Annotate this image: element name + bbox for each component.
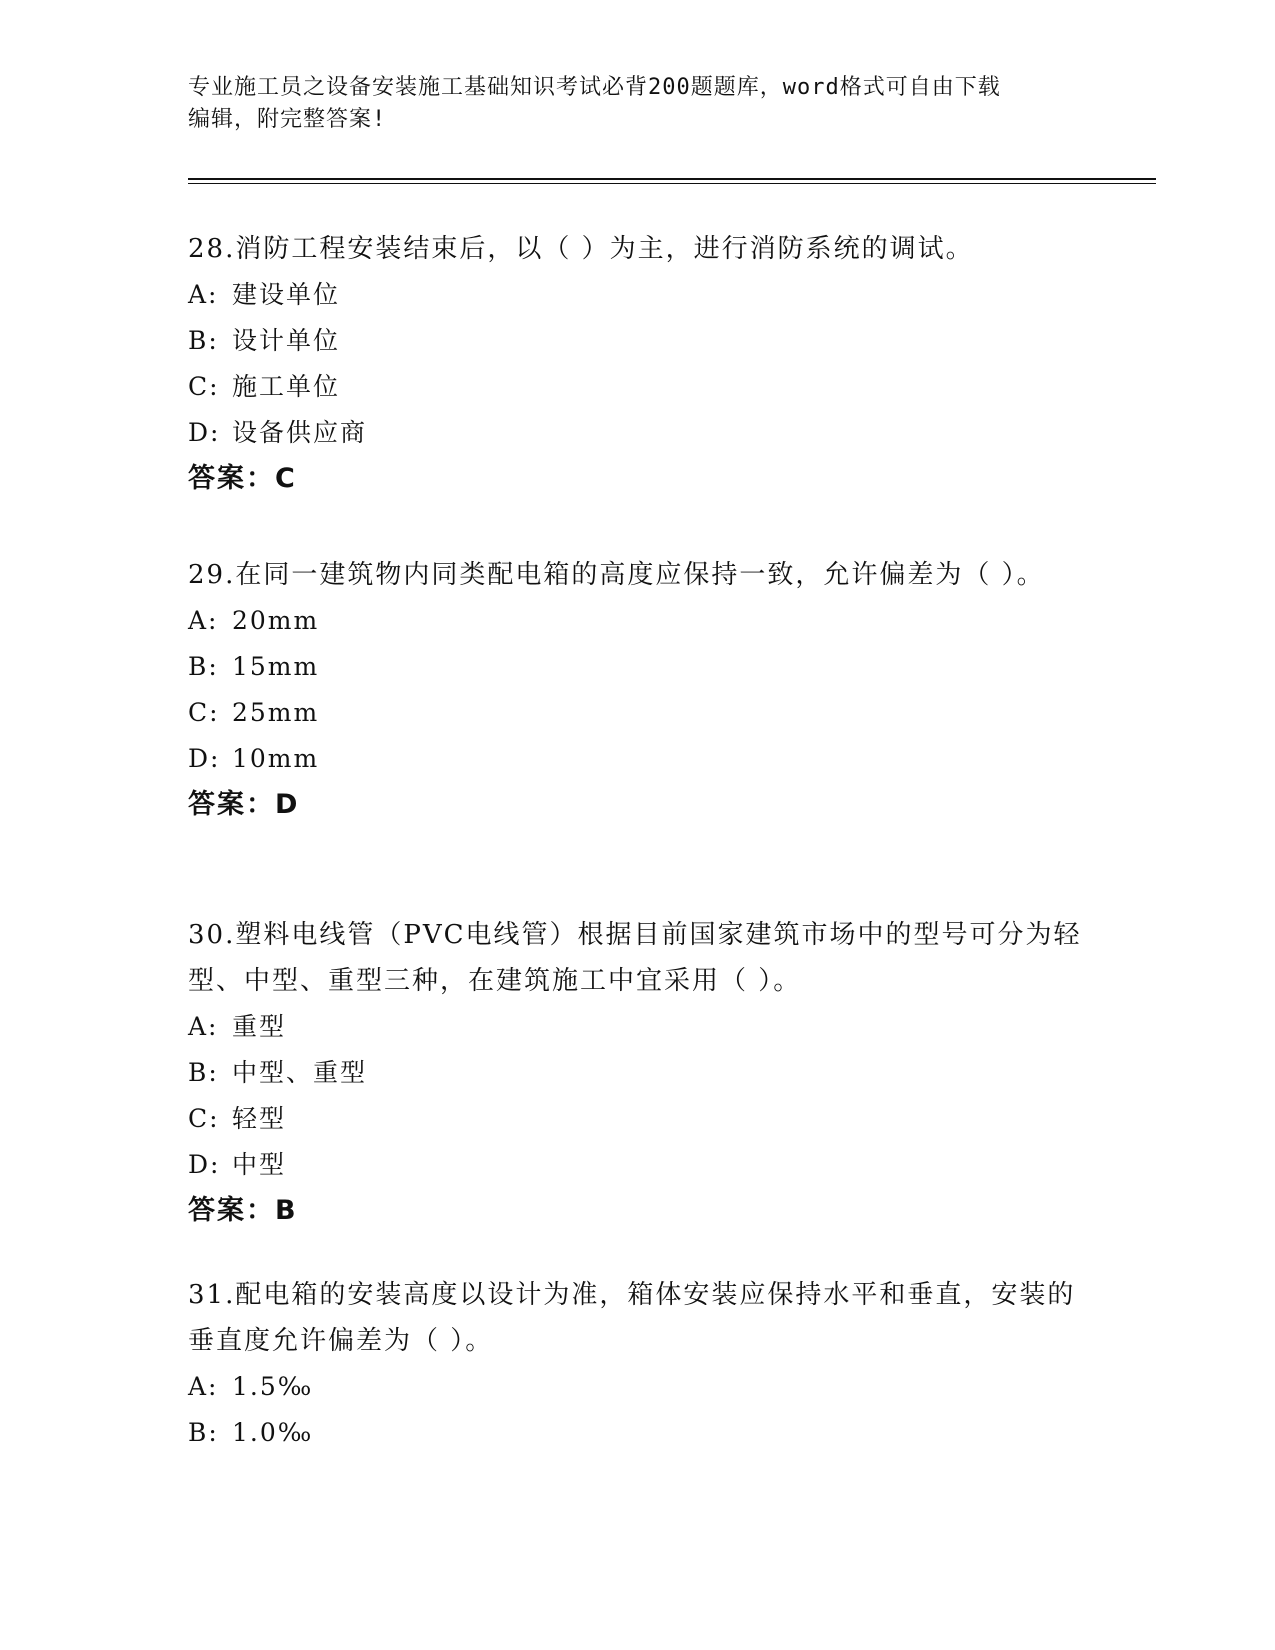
option-letter: A: [188,1372,219,1401]
option-c [188,1096,1088,1142]
option-text: 25mm [232,698,320,727]
option-letter: A: [188,280,219,309]
option-letter: B: [188,652,219,681]
option-text: 15mm [232,652,320,681]
option-text: 10mm [232,744,320,773]
option-text: 设计单位 [232,326,341,355]
question-stem: 30.塑料电线管（PVC电线管）根据目前国家建筑市场中的型号可分为轻型、中型、重型三种，在建筑施工中宜采用（ ）。 [188,920,1082,996]
option-letter: B: [188,1418,219,1447]
option-text: 重型 [232,1012,287,1041]
option-b [188,1410,1088,1456]
option-b [188,1050,1088,1096]
answer-text: 答案：D [188,789,300,820]
option-letter: D: [188,418,221,447]
option-c [188,364,1088,410]
answer-text: 答案：C [188,463,297,494]
option-letter: D: [188,1150,221,1179]
option-text: 设备供应商 [232,418,368,447]
header-divider-thick [188,178,1156,180]
option-text: 施工单位 [232,372,341,401]
option-letter: C: [188,1104,220,1133]
option-letter: C: [188,698,220,727]
option-text: 中型 [232,1150,287,1179]
document-header [188,72,1088,136]
option-text: 中型、重型 [232,1058,368,1087]
question-stem: 28.消防工程安装结束后，以（ ）为主，进行消防系统的调试。 [188,234,974,264]
answer-text: 答案：B [188,1195,298,1226]
option-a [188,272,1088,318]
option-text: 建设单位 [232,280,341,309]
option-letter: B: [188,326,219,355]
question-stem: 29.在同一建筑物内同类配电箱的高度应保持一致，允许偏差为（ ）。 [188,560,1045,590]
option-b [188,318,1088,364]
option-a [188,1004,1088,1050]
question-28 [188,226,1088,502]
option-text: 轻型 [232,1104,287,1133]
header-title-line-2: 编辑，附完整答案! [188,107,387,132]
option-letter: A: [188,1012,219,1041]
option-letter: B: [188,1058,219,1087]
header-divider-thin [188,183,1156,184]
option-c [188,690,1088,736]
option-text: 1.5‰ [232,1372,314,1401]
option-a [188,598,1088,644]
option-letter: C: [188,372,220,401]
option-letter: D: [188,744,221,773]
option-a [188,1364,1088,1410]
question-31 [188,1272,1088,1456]
question-30 [188,912,1088,1234]
question-stem: 31.配电箱的安装高度以设计为准，箱体安装应保持水平和垂直，安装的垂直度允许偏差为（ ）。 [188,1280,1076,1356]
question-29 [188,552,1088,828]
option-d [188,736,1088,782]
option-text: 1.0‰ [232,1418,314,1447]
option-d [188,1142,1088,1188]
option-d [188,410,1088,456]
option-text: 20mm [232,606,320,635]
header-title-line-1: 专业施工员之设备安装施工基础知识考试必背200题题库，word格式可自由下载 [188,75,1001,100]
option-letter: A: [188,606,219,635]
option-b [188,644,1088,690]
